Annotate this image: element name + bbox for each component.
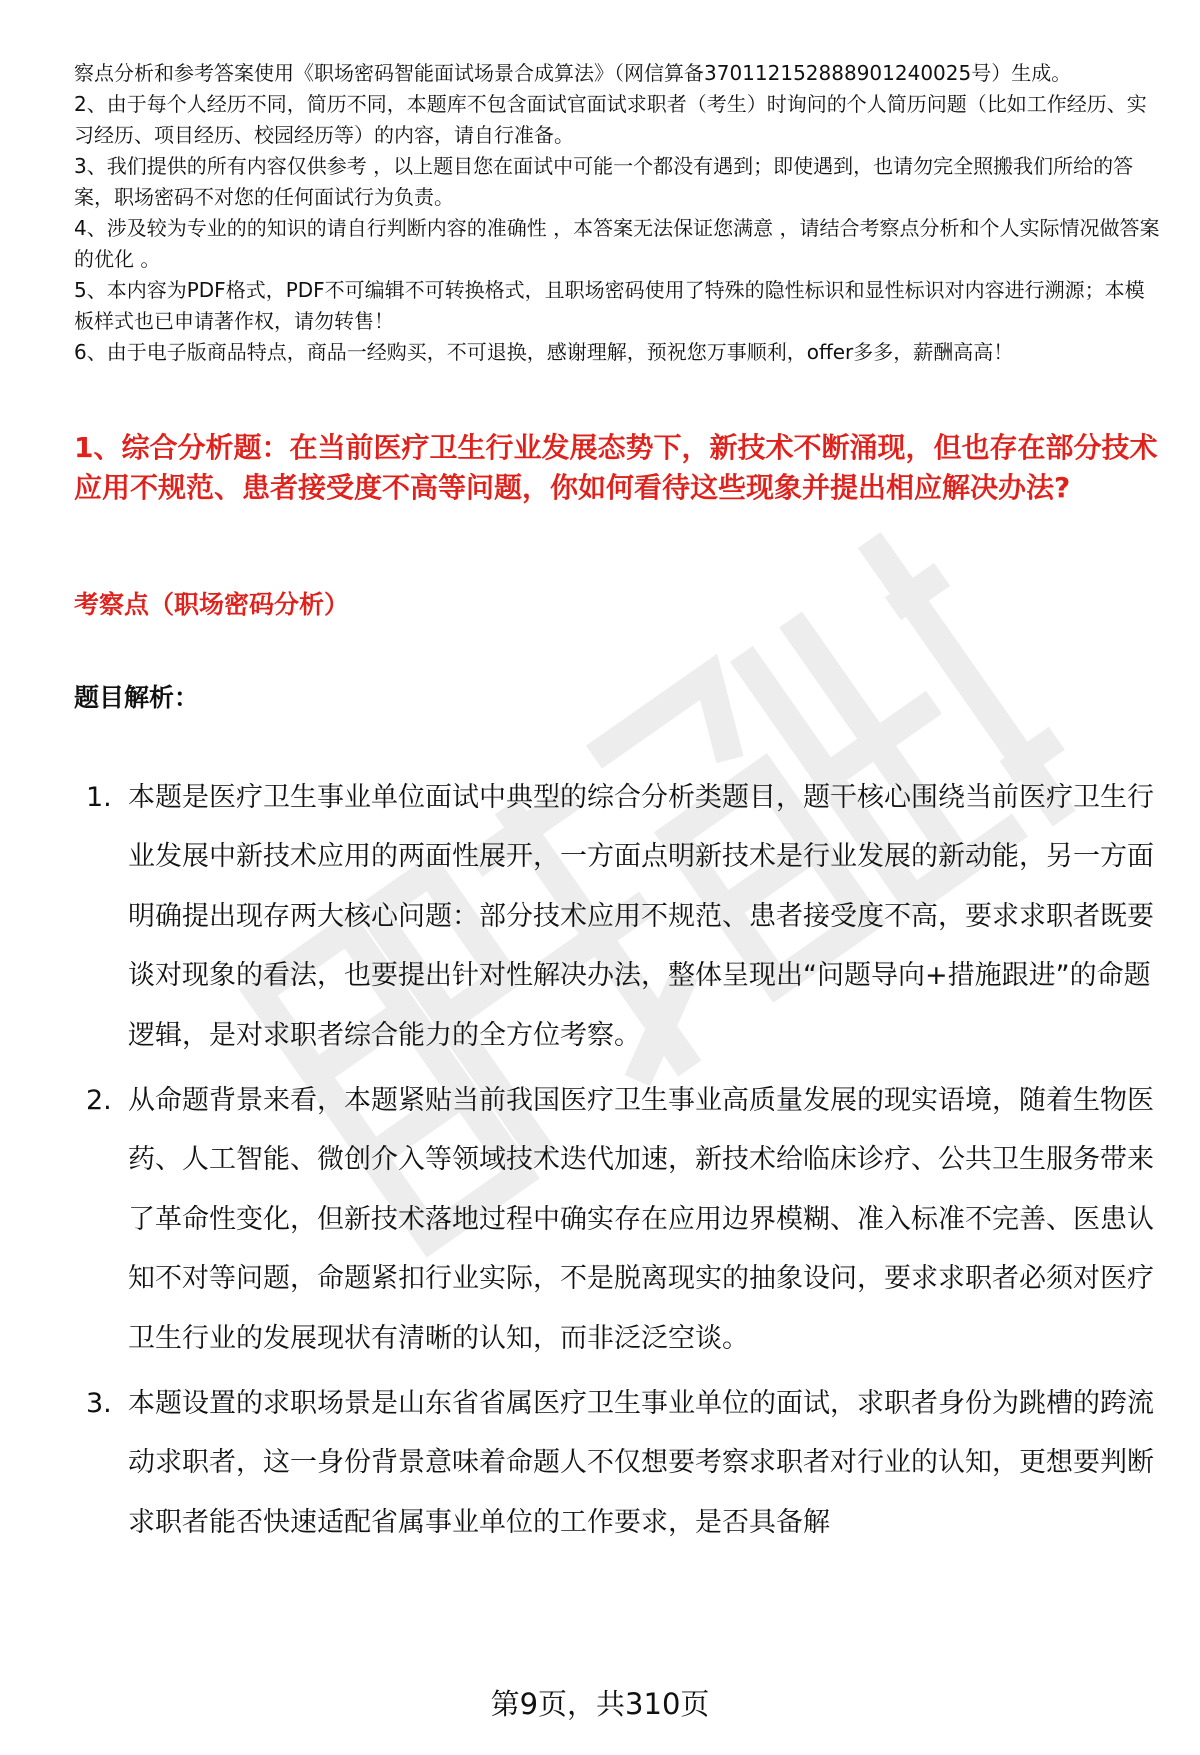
note-item: 2、由于每个人经历不同，简历不同，本题库不包含面试官面试求职者（考生）时询问的个人简历问题（比如工作经历、实习经历、项目经历、校园经历等）的内容，请自行准备。 — [74, 92, 1147, 147]
analysis-item — [74, 1071, 1166, 1368]
analysis-item-text: 从命题背景来看，本题紧贴当前我国医疗卫生事业高质量发展的现实语境，随着生物医药、人工智能、微创介入等领域技术迭代加速，新技术给临床诊疗、公共卫生服务带来了革命性变化，但新技术落地过程中确实存在应用边界模糊、准入标准不完善、医患认知不对等问题，命题紧扣行业实际，不是脱离现实的抽象设问，要求求职者必须对医疗卫生行业的发展现状有清晰的认知，而非泛泛空谈。 — [128, 1085, 1154, 1354]
note-item: 4、涉及较为专业的的知识的请自行判断内容的准确性 ，本答案无法保证您满意 ，请结合考察点分析和个人实际情况做答案的优化 。 — [74, 216, 1160, 271]
kaocha-heading: 考察点（职场密码分析） — [74, 590, 350, 619]
analysis-title: 题目解析： — [74, 683, 200, 712]
analysis-item-text: 本题是医疗卫生事业单位面试中典型的综合分析类题目，题干核心围绕当前医疗卫生行业发展中新技术应用的两面性展开，一方面点明新技术是行业发展的新动能，另一方面明确提出现存两大核心问题：部分技术应用不规范、患者接受度不高，要求求职者既要谈对现象的看法，也要提出针对性解决办法，整体呈现出“问题导向+措施跟进”的命题逻辑，是对求职者综合能力的全方位考察。 — [128, 782, 1154, 1051]
analysis-list — [74, 768, 1166, 1558]
note-item: 察点分析和参考答案使用《职场密码智能面试场景合成算法》（网信算备370112152888901240025号）生成。 — [74, 61, 1072, 85]
disclaimer-notes — [74, 58, 1164, 368]
question-heading: 1、综合分析题：在当前医疗卫生行业发展态势下，新技术不断涌现，但也存在部分技术应用不规范、患者接受度不高等问题，你如何看待这些现象并提出相应解决办法? — [74, 431, 1158, 504]
note-item: 3、我们提供的所有内容仅供参考 ，以上题目您在面试中可能一个都没有遇到；即使遇到，也请勿完全照搬我们所给的答案，职场密码不对您的任何面试行为负责。 — [74, 154, 1134, 209]
page-footer: 第9页，共310页 — [490, 1687, 710, 1721]
analysis-item-number: 1. — [86, 782, 112, 813]
analysis-item-text: 本题设置的求职场景是山东省省属医疗卫生事业单位的面试，求职者身份为跳槽的跨流动求职者，这一身份背景意味着命题人不仅想要考察求职者对行业的认知，更想要判断求职者能否快速适配省属事业单位的工作要求，是否具备解 — [128, 1388, 1154, 1538]
note-item: 6、由于电子版商品特点，商品一经购买，不可退换，感谢理解，预祝您万事顺利，offer多多，薪酬高高！ — [74, 340, 1014, 364]
analysis-item — [74, 1374, 1166, 1552]
analysis-item-number: 3. — [86, 1388, 112, 1420]
note-item: 5、本内容为PDF格式，PDF不可编辑不可转换格式，且职场密码使用了特殊的隐性标识和显性标识对内容进行溯源；本模板样式也已申请著作权，请勿转售！ — [74, 278, 1145, 333]
analysis-item-number: 2. — [86, 1085, 112, 1117]
analysis-item — [74, 768, 1166, 1065]
